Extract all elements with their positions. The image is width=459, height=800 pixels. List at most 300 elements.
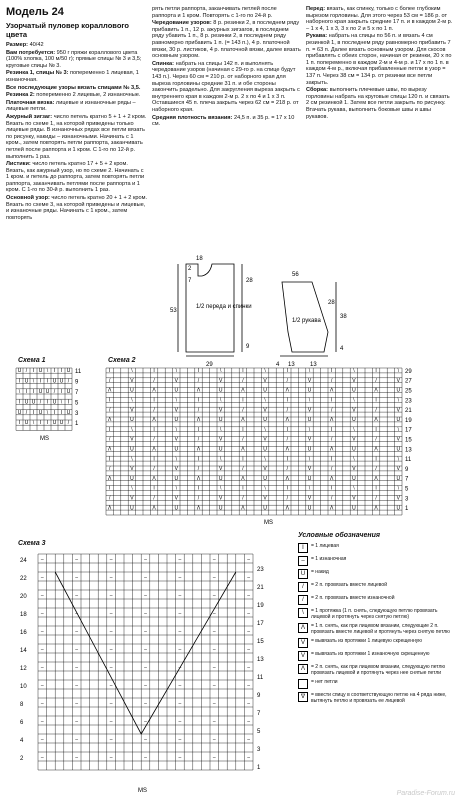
scheme2-stitch: / bbox=[197, 407, 200, 414]
scheme1-stitch: I bbox=[53, 368, 56, 375]
scheme3-row-number-left: 18 bbox=[20, 612, 27, 618]
scheme1-stitch: U bbox=[66, 389, 71, 395]
scheme2-row-number: 15 bbox=[405, 437, 412, 444]
scheme2-stitch: U bbox=[130, 475, 134, 482]
col2-paragraph bbox=[152, 20, 302, 60]
scheme3-row-number-right: 17 bbox=[257, 621, 264, 627]
dim-sleeve-38: 38 bbox=[340, 314, 347, 320]
legend-text: = ввести спицу в соответствующую петлю на 4 ряда ниже, вытянуть петлю и провязать ее лицевой bbox=[311, 692, 447, 704]
scheme2-stitch: Λ bbox=[285, 505, 289, 512]
scheme2-stitch: Λ bbox=[241, 387, 245, 394]
scheme2-stitch: / bbox=[286, 436, 288, 443]
scheme3-stitch: – bbox=[75, 593, 79, 599]
watermark-text: Paradise-Forum.ru bbox=[396, 790, 455, 797]
scheme1-stitch: / bbox=[53, 389, 56, 395]
scheme2-stitch: V bbox=[174, 466, 178, 473]
scheme2-stitch: / bbox=[109, 407, 111, 414]
scheme2-stitch: Λ bbox=[241, 505, 245, 512]
scheme2-stitch: \ bbox=[175, 485, 177, 492]
scheme2-stitch: I bbox=[375, 397, 377, 404]
scheme2-stitch: \ bbox=[308, 368, 311, 375]
scheme2-stitch: \ bbox=[220, 368, 222, 375]
scheme3-stitch: – bbox=[247, 665, 251, 671]
scheme2-stitch: Λ bbox=[108, 475, 112, 482]
scheme1-stitch: I bbox=[32, 409, 35, 416]
scheme2-stitch: U bbox=[263, 505, 267, 512]
scheme3-stitch: – bbox=[40, 629, 44, 635]
scheme3-row-number-left: 16 bbox=[20, 630, 27, 636]
dim-28: 28 bbox=[246, 278, 253, 284]
dim-9: 9 bbox=[246, 344, 250, 350]
scheme2-stitch: \ bbox=[175, 456, 177, 463]
legend-item bbox=[298, 543, 456, 553]
legend bbox=[298, 533, 456, 707]
paragraph-text: набрать на спицы 142 п. и выполнять чередование узоров (начиная с 29-го р. на спице будут 143 п.). Через 60 см = 210 р. от наборного края для выреза горловины средние 31 п. и обе стороны закончить раздельно. Для закругления выреза закрыть с внутреннего края в каждом 2-м р. 2 х по 4 и 1 х 3 п. Оставшиеся 45 п. плеча закрыть через 62 см = 218 р. от наборного края. bbox=[152, 60, 300, 113]
scheme3-label: Схема 3 bbox=[18, 540, 46, 547]
legend-text: = вывязать из протяжки 1 лицевую скрещенную bbox=[311, 638, 422, 644]
dim-sleeve-56: 56 bbox=[292, 272, 299, 278]
scheme2-stitch: \ bbox=[308, 397, 311, 404]
scheme3-row-number-right: 13 bbox=[257, 657, 264, 663]
dim-sleeve-28: 28 bbox=[328, 300, 335, 306]
scheme3-stitch: – bbox=[247, 683, 251, 689]
scheme2-stitch: U bbox=[396, 387, 401, 394]
sleeve-label: 1/2 рукава bbox=[292, 318, 321, 324]
legend-text: = 2 п. провязать вместе изнаночной bbox=[311, 595, 395, 601]
scheme2-stitch: I bbox=[375, 456, 377, 463]
legend-text: = 1 изнаночная bbox=[311, 556, 347, 562]
scheme2-stitch: Λ bbox=[330, 446, 334, 453]
model-subtitle: Узорчатый пуловер кораллового цвета bbox=[6, 21, 130, 39]
scheme2-stitch: / bbox=[286, 407, 288, 414]
scheme2-stitch: / bbox=[286, 377, 288, 384]
scheme2-stitch: / bbox=[109, 466, 111, 473]
scheme2-stitch: Λ bbox=[241, 417, 245, 424]
scheme3-stitch: – bbox=[109, 629, 113, 635]
scheme2-stitch: U bbox=[352, 505, 356, 512]
scheme2-stitch: / bbox=[286, 495, 288, 502]
scheme2-stitch: \ bbox=[220, 456, 222, 463]
scheme3-stitch: – bbox=[109, 593, 113, 599]
legend-text: = накид bbox=[311, 569, 329, 575]
legend-item bbox=[298, 623, 456, 635]
scheme2-stitch: U bbox=[396, 505, 401, 512]
scheme1-stitch: \ bbox=[46, 368, 49, 375]
scheme3-row-number-left: 6 bbox=[20, 720, 24, 726]
scheme2-stitch: Λ bbox=[330, 475, 334, 482]
scheme1-stitch: I bbox=[25, 389, 28, 395]
scheme2-stitch: V bbox=[263, 377, 267, 384]
scheme3-row-number-left: 4 bbox=[20, 738, 24, 744]
scheme2-stitch: Λ bbox=[108, 446, 112, 453]
scheme2-stitch: / bbox=[109, 436, 111, 443]
scheme2-row-number: 17 bbox=[405, 427, 412, 434]
legend-symbol: – bbox=[298, 556, 308, 566]
col1-paragraph bbox=[6, 161, 148, 194]
col3-paragraphs bbox=[306, 6, 454, 120]
scheme2-stitch: U bbox=[263, 387, 267, 394]
legend-symbol: U bbox=[298, 569, 308, 579]
scheme1-stitch: I bbox=[46, 420, 49, 427]
legend-text: = 1 п. снять, как при лицевом вязании, следующие 2 п. провязать вместе лицевой и протянуть через снятую петлю bbox=[311, 623, 450, 635]
paragraph-heading: Рукава: bbox=[306, 33, 328, 40]
paragraph-text: число петель кратно 20 + 1 + 2 кром. Вязать по схеме 3, на которой приведены и лицевые, и изнаночные ряды. Начинать с 1 кром., затем повторять bbox=[6, 195, 148, 221]
scheme3-stitch: – bbox=[75, 557, 79, 563]
scheme3-stitch: – bbox=[144, 665, 147, 671]
scheme2-stitch: / bbox=[153, 495, 155, 502]
article-column-1 bbox=[6, 6, 148, 222]
scheme2-stitch: U bbox=[174, 446, 179, 453]
scheme2-stitch: V bbox=[307, 436, 312, 443]
scheme2-stitch: / bbox=[331, 495, 333, 502]
scheme1-stitch: I bbox=[46, 378, 49, 385]
scheme2-stitch: V bbox=[396, 407, 400, 414]
body-label: 1/2 переда и спинки bbox=[196, 304, 252, 310]
scheme1-stitch: / bbox=[67, 420, 70, 427]
paragraph-heading: Вам потребуется: bbox=[6, 49, 56, 56]
scheme2-stitch: I bbox=[375, 485, 377, 492]
scheme3-stitch: – bbox=[178, 755, 182, 761]
legend-item bbox=[298, 638, 456, 648]
scheme2-stitch: V bbox=[307, 407, 312, 414]
scheme3-row-number-right: 21 bbox=[257, 585, 264, 591]
scheme2-stitch: U bbox=[174, 387, 179, 394]
scheme3-stitch: – bbox=[144, 647, 147, 653]
scheme1-stitch: \ bbox=[32, 378, 35, 385]
scheme1-chart bbox=[14, 366, 100, 442]
scheme3-stitch: – bbox=[75, 647, 79, 653]
scheme3-stitch: – bbox=[109, 755, 113, 761]
paragraph-text: число петель кратно 5 + 1 + 2 кром. Вязать по схеме 1, на которой приведены только лицевые ряды. В изнаночных рядах все петли вязать по рисунку, накиды – изнаночными. Начинать с 1 кром., затем повторять петли раппорта, заканчивать петлей после раппорта и 1 кром. С 1-го по 12-й р. выполнить 1 раз. bbox=[6, 113, 147, 160]
scheme2-stitch: I bbox=[286, 426, 288, 433]
scheme2-stitch: U bbox=[130, 387, 134, 394]
scheme3-stitch: – bbox=[75, 683, 79, 689]
scheme2-stitch: U bbox=[218, 387, 223, 394]
scheme3-chart bbox=[18, 552, 288, 796]
scheme2-stitch: \ bbox=[175, 426, 177, 433]
scheme3-stitch: – bbox=[109, 557, 113, 563]
scheme1-stitch: / bbox=[25, 368, 28, 375]
paragraph-heading: Перед: bbox=[306, 6, 326, 12]
scheme2-stitch: U bbox=[307, 475, 312, 482]
scheme3-stitch: – bbox=[247, 575, 251, 581]
scheme2-stitch: Λ bbox=[285, 417, 289, 424]
scheme2-row-number: 11 bbox=[405, 457, 412, 464]
scheme2-stitch: U bbox=[396, 417, 401, 424]
dim-sleeve-13a: 13 bbox=[288, 362, 295, 368]
scheme2-stitch: / bbox=[375, 495, 377, 502]
scheme2-stitch: / bbox=[242, 466, 244, 473]
scheme3-stitch: – bbox=[144, 575, 147, 581]
legend-symbol: Λ bbox=[298, 623, 308, 633]
paragraph-text: набрать на спицы по 56 п. и вязать 4 см резинкой 1, в последнем ряду равномерно прибавить 7 п. = 63 п. Далее вязать основным узором. Для скосов прибавлять с обеих сторон, начиная от резинки, 20 х по 1 п. попеременно в каждом 2-м и 4-м р. и 17 х по 1 п. в каждом 4-м р., включая прибавленные петли в узор = 137 п. Через 38 см = 134 р. от резинки все петли закрыть. bbox=[306, 33, 452, 86]
scheme2-stitch: I bbox=[331, 397, 333, 404]
legend-text: = 2 п. провязать вместе лицевой bbox=[311, 582, 387, 588]
paragraph-heading: Спинка: bbox=[152, 60, 175, 67]
scheme2-stitch: V bbox=[130, 377, 134, 384]
scheme2-stitch: U bbox=[396, 475, 401, 482]
scheme2-stitch: \ bbox=[131, 368, 133, 375]
scheme1-stitch: U bbox=[66, 409, 71, 416]
scheme2-stitch: I bbox=[331, 426, 333, 433]
scheme2-stitch: V bbox=[263, 436, 267, 443]
scheme3-stitch: – bbox=[144, 611, 147, 617]
scheme2-stitch: V bbox=[396, 436, 400, 443]
scheme3-stitch: – bbox=[212, 593, 216, 599]
scheme2-stitch: Λ bbox=[196, 417, 201, 424]
scheme3-stitch: – bbox=[247, 719, 251, 725]
scheme2-stitch: I bbox=[242, 456, 244, 463]
scheme3-stitch: – bbox=[75, 755, 79, 761]
scheme1-stitch: I bbox=[18, 378, 21, 385]
scheme2-stitch: Λ bbox=[108, 387, 112, 394]
dim-sleeve-4b: 4 bbox=[276, 362, 280, 368]
scheme3-stitch: – bbox=[109, 647, 113, 653]
scheme3-row-number-left: 2 bbox=[20, 756, 24, 762]
scheme2-row-number: 21 bbox=[405, 408, 412, 415]
scheme3-stitch: – bbox=[144, 593, 147, 599]
scheme3-stitch: – bbox=[247, 557, 251, 563]
scheme2-stitch: \ bbox=[264, 485, 266, 492]
scheme2-stitch: U bbox=[218, 446, 223, 453]
scheme2-stitch: / bbox=[197, 466, 200, 473]
scheme1-stitch: I bbox=[32, 389, 35, 395]
scheme2-stitch: I bbox=[242, 426, 244, 433]
scheme3-stitch: – bbox=[144, 737, 147, 743]
legend-text: = 1 лицевая bbox=[311, 543, 339, 549]
scheme2-stitch: U bbox=[130, 417, 134, 424]
scheme2-stitch: I bbox=[153, 485, 155, 492]
scheme1-stitch: U bbox=[52, 399, 57, 406]
scheme3-stitch: – bbox=[178, 593, 182, 599]
scheme2-stitch: / bbox=[242, 495, 244, 502]
dim-7: 7 bbox=[188, 278, 192, 284]
scheme2-stitch: V bbox=[396, 495, 400, 502]
scheme2-stitch: Λ bbox=[241, 446, 245, 453]
scheme2-stitch: / bbox=[153, 466, 155, 473]
dim-18: 18 bbox=[196, 256, 203, 262]
scheme2-stitch: I bbox=[375, 368, 377, 375]
paragraph-text: попеременно 1 лицевая, 1 изнаночная. bbox=[6, 70, 139, 83]
scheme3-stitch: – bbox=[144, 629, 147, 635]
scheme2-stitch: U bbox=[174, 505, 179, 512]
scheme2-stitch: V bbox=[263, 495, 267, 502]
scheme2-stitch: V bbox=[130, 466, 134, 473]
scheme2-stitch: V bbox=[130, 407, 134, 414]
scheme3-stitch: – bbox=[109, 665, 113, 671]
scheme2-stitch: \ bbox=[220, 485, 222, 492]
scheme2-stitch: I bbox=[375, 426, 377, 433]
col1-paragraph bbox=[6, 85, 148, 92]
scheme3-stitch: – bbox=[178, 665, 182, 671]
legend-item bbox=[298, 651, 456, 661]
legend-symbol: I bbox=[298, 543, 308, 553]
scheme1-stitch: U bbox=[38, 389, 43, 395]
legend-symbol: V bbox=[298, 638, 308, 648]
scheme2-stitch: I bbox=[331, 456, 333, 463]
scheme2-stitch: I bbox=[109, 456, 111, 463]
paragraph-text: рять петли раппорта, заканчивать петлей после раппорта и 1 кром. Повторять с 1-го по 24-й р. bbox=[152, 6, 277, 19]
legend-title: Условные обозначения bbox=[298, 532, 381, 539]
paragraph-text: попеременно 2 лицевые, 2 изнаночные. bbox=[34, 92, 141, 99]
scheme3-stitch: – bbox=[247, 701, 251, 707]
scheme2-stitch: U bbox=[218, 505, 223, 512]
scheme2-ms-label: MS bbox=[264, 520, 273, 526]
scheme3-stitch: – bbox=[212, 557, 216, 563]
scheme1-stitch: I bbox=[18, 420, 21, 427]
scheme1-stitch: \ bbox=[60, 399, 63, 406]
scheme3-row-number-right: 23 bbox=[257, 567, 264, 573]
scheme2-stitch: / bbox=[375, 466, 377, 473]
scheme3-stitch: – bbox=[109, 737, 113, 743]
scheme3-stitch: – bbox=[212, 737, 216, 743]
scheme1-stitch: U bbox=[38, 368, 43, 375]
scheme1-stitch: U bbox=[24, 399, 29, 406]
scheme2-stitch: Λ bbox=[152, 417, 156, 424]
scheme2-stitch: Λ bbox=[374, 475, 378, 482]
paragraph-heading: Чередование узоров: bbox=[152, 20, 212, 27]
scheme1-row-number: 5 bbox=[75, 400, 79, 407]
legend-item bbox=[298, 569, 456, 579]
scheme2-stitch: I bbox=[153, 456, 155, 463]
scheme2-stitch: / bbox=[331, 377, 333, 384]
scheme2-stitch: V bbox=[352, 407, 356, 414]
scheme2-stitch: Λ bbox=[152, 505, 156, 512]
scheme2-stitch: Λ bbox=[330, 505, 334, 512]
scheme3-stitch: – bbox=[75, 737, 79, 743]
scheme2-stitch: V bbox=[396, 377, 400, 384]
scheme2-stitch: V bbox=[396, 466, 400, 473]
scheme2-stitch: I bbox=[242, 397, 244, 404]
scheme1-stitch: \ bbox=[46, 409, 49, 416]
scheme2-stitch: Λ bbox=[330, 387, 334, 394]
legend-symbol: Λ bbox=[298, 664, 308, 674]
scheme2-stitch: \ bbox=[131, 456, 133, 463]
scheme2-stitch: \ bbox=[353, 485, 355, 492]
scheme3-stitch: – bbox=[40, 701, 44, 707]
scheme2-stitch: U bbox=[130, 446, 134, 453]
article-column-3 bbox=[306, 6, 454, 121]
scheme3-stitch: – bbox=[109, 575, 113, 581]
scheme2-stitch: / bbox=[153, 377, 155, 384]
scheme3-stitch: – bbox=[109, 719, 113, 725]
scheme2-stitch: Λ bbox=[108, 417, 112, 424]
scheme2-stitch: U bbox=[218, 475, 223, 482]
scheme1-stitch: I bbox=[39, 378, 42, 385]
paragraph-text: выполнить плечевые швы, по вырезу горловины набрать на круговые спицы 120 п. и связать 2 см резинкой 1. Затем все петли закрыть по рисунку. Втачать рукава, выполнить боковые швы и швы рукавов. bbox=[306, 87, 450, 120]
scheme3-ms-label: MS bbox=[138, 788, 147, 794]
scheme2-stitch: \ bbox=[397, 397, 399, 404]
legend-symbol: \ bbox=[298, 608, 308, 618]
legend-item bbox=[298, 582, 456, 592]
scheme2-stitch: / bbox=[375, 377, 377, 384]
scheme3-stitch: – bbox=[144, 755, 147, 761]
scheme2-stitch: U bbox=[263, 475, 267, 482]
legend-text: = нет петли bbox=[311, 679, 338, 685]
paragraph-heading: Листики: bbox=[6, 161, 31, 168]
scheme2-stitch: U bbox=[307, 417, 312, 424]
col1-paragraph bbox=[6, 50, 148, 70]
scheme2-row-number: 13 bbox=[405, 447, 412, 454]
scheme3-stitch: – bbox=[40, 755, 44, 761]
scheme2-stitch: Λ bbox=[374, 446, 378, 453]
scheme2-stitch: V bbox=[263, 407, 267, 414]
scheme3-stitch: – bbox=[247, 593, 251, 599]
scheme2-stitch: U bbox=[263, 446, 267, 453]
col1-paragraph bbox=[6, 100, 148, 113]
scheme2-stitch: \ bbox=[131, 485, 133, 492]
scheme3-row-number-right: 11 bbox=[257, 675, 264, 681]
scheme1-stitch: \ bbox=[18, 389, 21, 395]
scheme2-stitch: U bbox=[130, 505, 134, 512]
scheme2-stitch: Λ bbox=[152, 475, 156, 482]
scheme1-row-number: 9 bbox=[75, 379, 79, 386]
scheme3-stitch: – bbox=[75, 719, 79, 725]
paragraph-heading: Сборка: bbox=[306, 87, 329, 94]
scheme2-stitch: V bbox=[352, 377, 356, 384]
scheme3-stitch: – bbox=[212, 719, 216, 725]
scheme2-stitch: U bbox=[174, 475, 179, 482]
scheme2-stitch: \ bbox=[264, 426, 266, 433]
scheme2-stitch: Λ bbox=[196, 446, 201, 453]
scheme2-stitch: U bbox=[307, 505, 312, 512]
scheme2-stitch: / bbox=[242, 436, 244, 443]
scheme2-stitch: / bbox=[197, 495, 200, 502]
scheme3-stitch: – bbox=[40, 557, 44, 563]
paragraph-text: 950 г пряжи кораллового цвета (100% хлопка, 100 м/50 г); прямые спицы № 3 и 3,5; круговые спицы № 3. bbox=[6, 49, 142, 69]
scheme1-stitch: I bbox=[60, 409, 63, 416]
scheme2-stitch: I bbox=[109, 426, 111, 433]
scheme2-stitch: V bbox=[352, 466, 356, 473]
col1-paragraph bbox=[6, 195, 148, 221]
scheme2-stitch: U bbox=[352, 387, 356, 394]
scheme2-row-number: 25 bbox=[405, 388, 412, 395]
scheme3-stitch: – bbox=[247, 755, 251, 761]
scheme2-stitch: Λ bbox=[374, 505, 378, 512]
col2-paragraphs bbox=[152, 6, 302, 128]
scheme2-stitch: / bbox=[242, 377, 244, 384]
scheme2-stitch: \ bbox=[397, 456, 399, 463]
scheme1-row-number: 11 bbox=[75, 369, 82, 376]
paragraph-heading: Резинка 2: bbox=[6, 92, 35, 99]
scheme2-stitch: \ bbox=[353, 456, 355, 463]
col1-paragraphs bbox=[6, 42, 148, 221]
scheme2-stitch: / bbox=[331, 466, 333, 473]
scheme3-row-number-left: 8 bbox=[20, 702, 24, 708]
scheme2-row-number: 29 bbox=[405, 368, 412, 375]
col3-paragraph bbox=[306, 6, 454, 32]
scheme1-stitch: U bbox=[17, 368, 22, 375]
scheme3-row-number-left: 24 bbox=[20, 558, 27, 564]
scheme3-row-number-left: 20 bbox=[20, 594, 27, 600]
scheme2-stitch: U bbox=[352, 417, 356, 424]
scheme3-stitch: – bbox=[178, 611, 182, 617]
scheme2-stitch: Λ bbox=[152, 446, 156, 453]
scheme2-stitch: I bbox=[286, 456, 288, 463]
dim-29: 29 bbox=[206, 362, 213, 368]
scheme2-stitch: Λ bbox=[285, 387, 289, 394]
scheme2-stitch: \ bbox=[308, 456, 311, 463]
scheme1-row-number: 3 bbox=[75, 410, 79, 417]
paragraph-text: число петель кратно 17 + 5 + 2 кром. Вязать, как ажурный узор, но по схеме 2. Начинать с 1 кром. и петель до раппорта, затем повторять петли раппорта, заканчивать петлями после раппорта и 1 кром. С 1-го по 30-й р. выполнить 1 раз. bbox=[6, 161, 145, 194]
scheme2-stitch: Λ bbox=[374, 417, 378, 424]
scheme3-stitch: – bbox=[40, 611, 44, 617]
col1-paragraph bbox=[6, 42, 148, 49]
scheme2-stitch: U bbox=[307, 446, 312, 453]
scheme3-row-number-left: 10 bbox=[20, 684, 27, 690]
legend-item bbox=[298, 556, 456, 566]
scheme1-stitch: U bbox=[59, 420, 64, 427]
